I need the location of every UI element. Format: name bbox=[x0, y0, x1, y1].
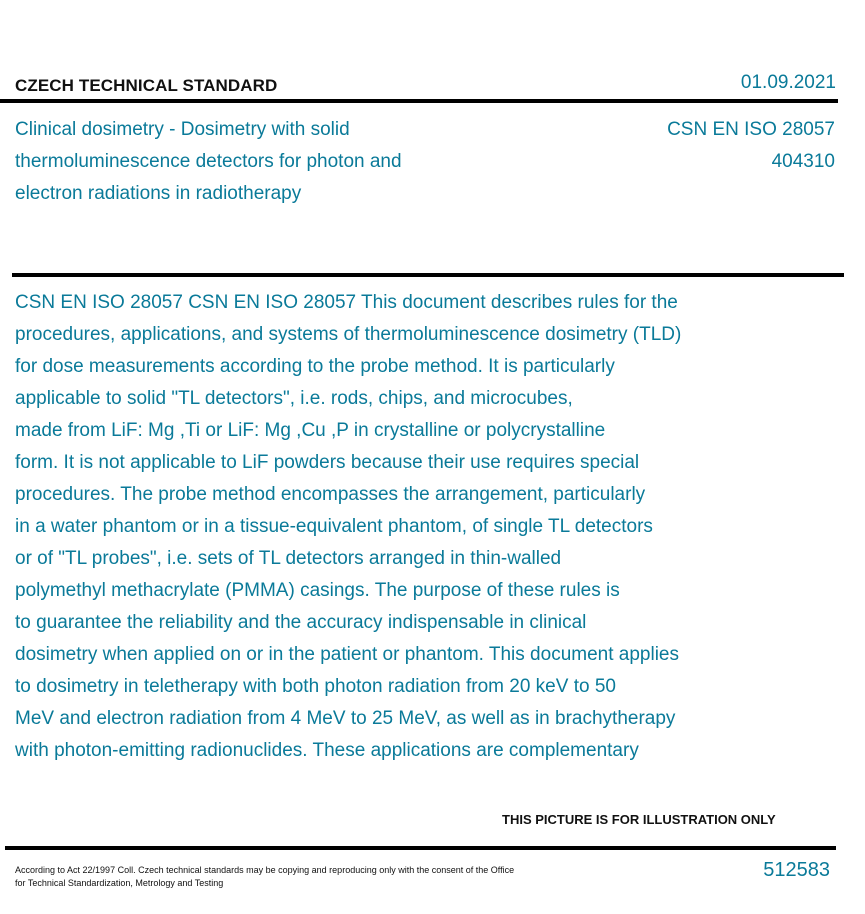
abstract-line: polymethyl methacrylate (PMMA) casings. The purpose of these rules is bbox=[15, 580, 620, 601]
abstract-line: in a water phantom or in a tissue-equivalent phantom, of single TL detectors bbox=[15, 516, 653, 537]
abstract-line: applicable to solid "TL detectors", i.e. rods, chips, and microcubes, bbox=[15, 388, 573, 409]
classification-code: 404310 bbox=[771, 151, 835, 172]
abstract-line: procedures, applications, and systems of thermoluminescence dosimetry (TLD) bbox=[15, 324, 682, 345]
standard-title-line: electron radiations in radiotherapy bbox=[15, 183, 302, 204]
publication-date: 01.09.2021 bbox=[740, 72, 836, 93]
abstract-line: made from LiF: Mg ,Ti or LiF: Mg ,Cu ,P in crystalline or polycrystalline bbox=[15, 420, 606, 441]
standard-number: CSN EN ISO 28057 bbox=[667, 119, 835, 140]
legal-notice bbox=[15, 864, 615, 890]
abstract-line: CSN EN ISO 28057 CSN EN ISO 28057 This document describes rules for the bbox=[15, 292, 678, 313]
legal-notice-line: According to Act 22/1997 Coll. Czech technical standards may be copying and reproducing only with the consent of the Office bbox=[15, 865, 515, 875]
catalog-number: 512583 bbox=[763, 859, 830, 881]
abstract-line: MeV and electron radiation from 4 MeV to 25 MeV, as well as in brachytherapy bbox=[15, 708, 676, 729]
abstract-line: for dose measurements according to the probe method. It is particularly bbox=[15, 356, 615, 377]
standard-title-line: Clinical dosimetry - Dosimetry with solid bbox=[15, 119, 350, 140]
abstract-line: to guarantee the reliability and the accuracy indispensable in clinical bbox=[15, 612, 587, 633]
abstract-line: to dosimetry in teletherapy with both photon radiation from 20 keV to 50 bbox=[15, 676, 616, 697]
abstract-line: with photon-emitting radionuclides. These applications are complementary bbox=[15, 740, 639, 761]
standard-title bbox=[15, 114, 485, 210]
abstract-line: form. It is not applicable to LiF powders because their use requires special bbox=[15, 452, 640, 473]
abstract-line: or of "TL probes", i.e. sets of TL detectors arranged in thin-walled bbox=[15, 548, 562, 569]
abstract-line: procedures. The probe method encompasses the arrangement, particularly bbox=[15, 484, 646, 505]
standard-title-line: thermoluminescence detectors for photon and bbox=[15, 151, 402, 172]
footer-divider bbox=[5, 846, 836, 850]
illustration-notice: THIS PICTURE IS FOR ILLUSTRATION ONLY bbox=[502, 812, 776, 827]
standard-identifier bbox=[667, 114, 835, 178]
document-type-heading: CZECH TECHNICAL STANDARD bbox=[15, 76, 278, 95]
title-divider bbox=[12, 273, 844, 277]
legal-notice-line: for Technical Standardization, Metrology and Testing bbox=[15, 878, 224, 888]
abstract-line: dosimetry when applied on or in the patient or phantom. This document applies bbox=[15, 644, 679, 665]
header-divider bbox=[0, 99, 838, 103]
standard-abstract bbox=[15, 287, 795, 767]
